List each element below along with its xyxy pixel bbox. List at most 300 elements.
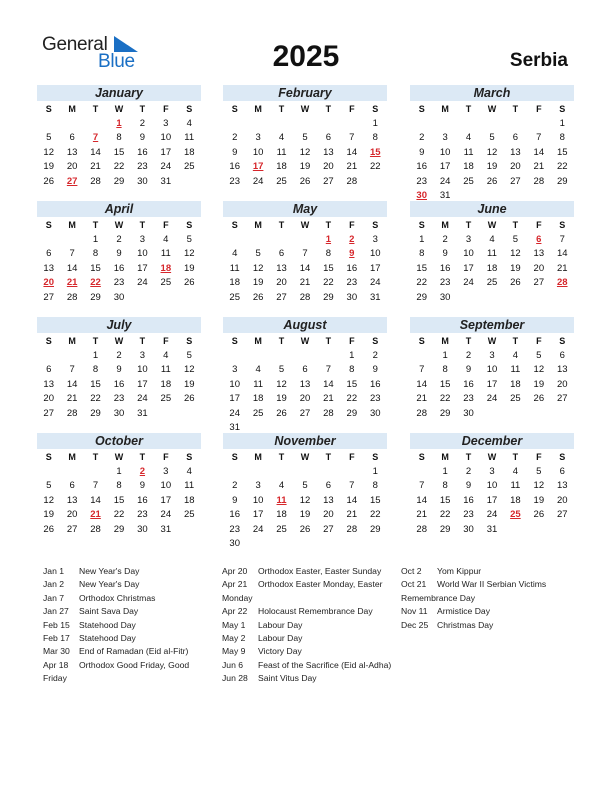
month-july: [37, 317, 201, 421]
date-cell: 21: [346, 509, 358, 520]
weekday-label: M: [254, 452, 262, 462]
holiday-date: Jun 6: [222, 659, 244, 670]
date-cell: 5: [46, 480, 52, 491]
date-cell: 9: [116, 248, 122, 259]
date-cell: 1: [372, 465, 378, 477]
date-cell: 15: [346, 378, 358, 390]
weekday-label: S: [231, 452, 238, 462]
date-cell: 18: [252, 393, 264, 404]
holiday-name: Orthodox Easter Monday, Easter Monday: [222, 579, 383, 603]
date-cell: 22: [323, 277, 334, 288]
date-cell: 15: [416, 262, 427, 274]
week-row: [223, 465, 387, 480]
date-cell: 7: [69, 248, 75, 259]
date-cell: 6: [46, 364, 52, 375]
date-cell: 13: [299, 378, 311, 390]
date-cell: 28: [533, 175, 545, 187]
holiday-date-cell: 11: [276, 494, 287, 506]
date-cell: 20: [556, 378, 568, 390]
date-cell: [178, 175, 201, 190]
date-cell: 19: [533, 378, 545, 390]
holiday-name: Yom Kippur: [437, 566, 482, 576]
date-cell: 12: [533, 480, 545, 491]
date-cell: 9: [232, 146, 238, 158]
date-cell: [480, 291, 503, 306]
date-cell: 10: [137, 364, 148, 375]
date-cell: 30: [229, 538, 240, 549]
date-cell: 6: [325, 132, 332, 143]
date-cell: [293, 117, 316, 132]
date-cell: [551, 523, 574, 538]
week-row: [37, 378, 201, 393]
week-row: [223, 276, 387, 291]
date-cell: 26: [299, 175, 311, 187]
date-cell: 21: [416, 393, 427, 404]
date-cell: 4: [278, 132, 285, 143]
date-cell: 7: [69, 364, 75, 375]
date-cell: 22: [439, 393, 451, 404]
date-cell: [154, 407, 177, 422]
date-cell: [364, 175, 387, 190]
date-cell: 29: [90, 291, 101, 303]
date-cell: [480, 407, 503, 422]
date-cell: 14: [66, 262, 78, 274]
date-cell: 8: [116, 480, 122, 491]
date-cell: 4: [232, 248, 238, 259]
date-cell: 15: [113, 146, 125, 158]
date-cell: 8: [419, 248, 425, 259]
date-cell: [504, 291, 527, 306]
holiday-date: May 9: [222, 646, 246, 657]
date-cell: 4: [163, 233, 169, 245]
month-march: [410, 85, 574, 204]
week-row: [410, 276, 574, 291]
date-cell: 10: [252, 146, 264, 158]
date-cell: 30: [463, 407, 474, 419]
holiday-date: Oct 2: [401, 566, 422, 576]
holiday-name: Saint Vitus Day: [258, 673, 317, 684]
weekday-label: F: [536, 452, 542, 462]
week-row: [223, 262, 387, 277]
date-cell: [317, 349, 340, 364]
date-cell: 19: [183, 262, 195, 274]
weekday-label: T: [278, 220, 285, 230]
date-cell: 2: [232, 132, 238, 143]
date-cell: 9: [232, 494, 238, 506]
date-cell: 27: [299, 407, 311, 419]
date-cell: 21: [323, 393, 334, 404]
date-cell: [270, 349, 293, 364]
date-cell: 23: [229, 523, 240, 535]
date-cell: 8: [325, 248, 332, 259]
date-cell: 20: [66, 509, 78, 520]
date-cell: 7: [559, 233, 565, 245]
weekday-label: F: [536, 220, 542, 230]
weekday-label: W: [300, 452, 310, 462]
date-cell: 17: [463, 262, 474, 274]
date-cell: 27: [66, 523, 78, 535]
week-row: [223, 131, 387, 146]
date-cell: 10: [486, 480, 498, 491]
date-cell: 10: [252, 494, 264, 506]
date-cell: 14: [556, 248, 568, 259]
date-cell: 26: [252, 291, 264, 303]
week-row: [37, 233, 201, 248]
date-cell: 31: [486, 523, 498, 535]
date-cell: 12: [43, 146, 54, 158]
weekday-label: S: [45, 452, 52, 462]
month-title: August: [223, 317, 387, 333]
date-cell: 30: [137, 523, 148, 535]
weekday-label: F: [163, 220, 169, 230]
date-cell: [223, 349, 246, 364]
date-cell: 27: [43, 407, 54, 419]
holiday-date: Feb 17: [43, 633, 70, 644]
date-cell: 10: [486, 364, 498, 375]
date-cell: 23: [229, 175, 240, 187]
week-row: [37, 247, 201, 262]
weekday-label: T: [465, 452, 472, 462]
date-cell: [131, 291, 154, 306]
month-january: [37, 85, 201, 189]
holiday-date: Nov 11: [401, 606, 428, 617]
month-title: February: [223, 85, 387, 101]
date-cell: 12: [510, 248, 521, 259]
month-november: [223, 433, 387, 552]
date-cell: 11: [463, 146, 474, 158]
date-cell: 20: [323, 161, 334, 172]
date-cell: 17: [369, 262, 381, 274]
date-cell: 6: [559, 465, 565, 477]
weekday-label: S: [418, 452, 425, 462]
date-cell: 9: [442, 248, 448, 259]
date-cell: 5: [489, 132, 495, 143]
date-cell: 1: [92, 349, 99, 361]
weekday-label: S: [559, 336, 566, 346]
weekday-label: T: [325, 452, 332, 462]
date-cell: [223, 465, 246, 480]
date-cell: 26: [299, 523, 311, 535]
week-row: [37, 349, 201, 364]
date-cell: 14: [90, 146, 101, 158]
week-row: [37, 117, 201, 132]
weekday-label: S: [186, 452, 193, 462]
calendar-country: Serbia: [509, 50, 568, 71]
date-cell: 21: [416, 509, 427, 520]
weekday-label: T: [325, 336, 332, 346]
date-cell: [527, 407, 550, 422]
weekday-header-row: [223, 334, 387, 349]
weekday-label: T: [139, 336, 146, 346]
weekday-label: T: [92, 104, 99, 114]
month-april: [37, 201, 201, 305]
date-cell: 15: [323, 262, 334, 274]
holiday-item: [401, 578, 571, 605]
date-cell: 6: [278, 248, 285, 259]
week-row: [223, 146, 387, 161]
holiday-name: Labour Day: [258, 619, 303, 630]
date-cell: 18: [276, 161, 287, 172]
date-cell: 5: [186, 233, 192, 245]
date-cell: 17: [160, 494, 172, 506]
date-cell: 28: [66, 407, 78, 419]
date-cell: 26: [43, 175, 54, 187]
calendar-year: 2025: [272, 40, 340, 73]
date-cell: 16: [229, 161, 240, 172]
weekday-label: M: [441, 220, 449, 230]
weekday-label: M: [441, 336, 449, 346]
date-cell: 14: [299, 262, 311, 274]
date-cell: 15: [90, 262, 101, 274]
date-cell: 13: [66, 146, 78, 158]
date-cell: 8: [559, 132, 565, 143]
date-cell: 19: [43, 161, 54, 172]
date-cell: 14: [323, 378, 334, 390]
week-row: [410, 175, 574, 190]
date-cell: 10: [369, 248, 381, 259]
date-cell: [60, 233, 83, 248]
holiday-column: [222, 565, 392, 686]
date-cell: 29: [113, 523, 125, 535]
date-cell: 28: [66, 291, 78, 303]
date-cell: [246, 465, 269, 480]
date-cell: [293, 465, 316, 480]
weekday-label: F: [349, 220, 355, 230]
holiday-item: [401, 565, 571, 578]
date-cell: 21: [346, 161, 358, 172]
date-cell: 18: [183, 494, 195, 506]
date-cell: 12: [43, 494, 54, 506]
date-cell: 16: [137, 146, 148, 158]
date-cell: 22: [439, 509, 451, 520]
holiday-name: World War II Serbian Victims Remembrance Day: [401, 579, 547, 603]
weekday-label: S: [372, 220, 379, 230]
date-cell: 29: [323, 291, 334, 303]
weekday-label: S: [45, 104, 52, 114]
date-cell: 9: [139, 132, 146, 143]
date-cell: 28: [346, 523, 358, 535]
date-cell: 18: [486, 262, 498, 274]
date-cell: 25: [229, 291, 240, 303]
holiday-name: Statehood Day: [79, 619, 136, 630]
date-cell: 19: [486, 161, 498, 172]
date-cell: [270, 233, 293, 248]
date-cell: 27: [556, 393, 568, 404]
week-row: [410, 407, 574, 422]
week-row: [223, 537, 387, 552]
holiday-item: [43, 645, 198, 658]
date-cell: 26: [486, 175, 498, 187]
date-cell: 10: [229, 378, 240, 390]
month-title: January: [37, 85, 201, 101]
date-cell: 8: [116, 132, 122, 143]
holiday-item: [401, 605, 571, 618]
date-cell: [504, 407, 527, 422]
date-cell: 27: [43, 291, 54, 303]
date-cell: 1: [372, 117, 378, 129]
date-cell: 12: [276, 378, 287, 390]
holiday-name: New Year's Day: [79, 566, 140, 576]
date-cell: [340, 537, 363, 552]
date-cell: [178, 291, 201, 306]
date-cell: 5: [255, 248, 261, 259]
date-cell: 17: [486, 378, 498, 390]
date-cell: 4: [489, 233, 495, 245]
date-cell: 11: [229, 262, 240, 274]
holiday-date: Jan 2: [43, 579, 65, 590]
date-cell: 1: [442, 349, 448, 361]
weekday-label: F: [163, 336, 169, 346]
holiday-date: Jan 1: [43, 566, 65, 576]
weekday-label: M: [254, 220, 262, 230]
date-cell: 1: [419, 233, 425, 245]
week-row: [223, 247, 387, 262]
date-cell: 4: [255, 364, 261, 375]
date-cell: 26: [276, 407, 287, 419]
date-cell: 15: [90, 378, 101, 390]
date-cell: [270, 537, 293, 552]
date-cell: 9: [419, 146, 425, 158]
date-cell: 17: [486, 494, 498, 506]
date-cell: 16: [346, 262, 358, 274]
date-cell: 28: [346, 175, 358, 187]
date-cell: 19: [183, 378, 195, 390]
date-cell: 30: [369, 407, 381, 419]
weekday-label: M: [68, 104, 76, 114]
date-cell: 13: [43, 262, 54, 274]
week-row: [410, 465, 574, 480]
holiday-date-cell: 7: [92, 132, 99, 143]
week-row: [410, 146, 574, 161]
date-cell: 23: [113, 277, 125, 288]
date-cell: 1: [116, 465, 122, 477]
date-cell: 22: [369, 161, 381, 172]
date-cell: 27: [323, 523, 334, 535]
date-cell: 30: [463, 523, 474, 535]
holiday-name: Christmas Day: [437, 619, 494, 630]
holiday-item: [43, 659, 198, 686]
weekday-label: W: [487, 104, 497, 114]
date-cell: 15: [113, 494, 125, 506]
date-cell: 17: [137, 262, 148, 274]
date-cell: [527, 291, 550, 306]
weekday-label: T: [278, 452, 285, 462]
date-cell: 27: [276, 291, 287, 303]
month-title: July: [37, 317, 201, 333]
week-row: [410, 233, 574, 248]
date-cell: 17: [137, 378, 148, 390]
date-cell: 1: [559, 117, 565, 129]
weekday-label: T: [92, 220, 99, 230]
date-cell: 21: [533, 161, 545, 172]
date-cell: 27: [556, 509, 568, 520]
date-cell: [340, 465, 363, 480]
date-cell: 28: [90, 523, 101, 535]
holiday-date-cell: 25: [510, 509, 521, 520]
holiday-name: Armistice Day: [437, 606, 491, 617]
weekday-label: S: [372, 104, 379, 114]
date-cell: 5: [186, 349, 192, 361]
date-cell: [60, 465, 83, 480]
date-cell: 24: [463, 277, 474, 288]
weekday-header-row: [223, 218, 387, 233]
month-october: [37, 433, 201, 537]
holiday-column: [401, 565, 571, 632]
date-cell: 8: [92, 248, 99, 259]
week-row: [410, 363, 574, 378]
week-row: [410, 508, 574, 523]
date-cell: 14: [533, 146, 545, 158]
holiday-item: [222, 645, 392, 658]
date-cell: 24: [439, 175, 451, 187]
holiday-item: [222, 605, 392, 618]
holiday-name: Labour Day: [258, 633, 303, 644]
date-cell: 14: [90, 494, 101, 506]
week-row: [410, 131, 574, 146]
date-cell: 24: [486, 509, 498, 520]
date-cell: 13: [533, 248, 545, 259]
date-cell: [340, 117, 363, 132]
date-cell: 29: [439, 407, 451, 419]
holiday-item: [43, 565, 198, 578]
date-cell: [410, 465, 433, 480]
date-cell: 2: [116, 349, 122, 361]
weekday-label: W: [114, 104, 124, 114]
holiday-date: Apr 22: [222, 606, 248, 617]
date-cell: 7: [419, 480, 425, 491]
date-cell: 27: [510, 175, 521, 187]
month-may: [223, 201, 387, 305]
date-cell: [364, 537, 387, 552]
date-cell: 12: [533, 364, 545, 375]
date-cell: 22: [113, 509, 125, 520]
date-cell: 25: [160, 277, 172, 288]
date-cell: [551, 407, 574, 422]
weekday-label: W: [487, 336, 497, 346]
date-cell: 23: [137, 161, 148, 172]
month-title: September: [410, 317, 574, 333]
date-cell: [246, 537, 269, 552]
week-row: [223, 508, 387, 523]
holiday-name: End of Ramadan (Eid al-Fitr): [79, 646, 189, 657]
date-cell: 23: [369, 393, 381, 404]
date-cell: 28: [90, 175, 101, 187]
holiday-date-cell: 15: [369, 146, 381, 158]
date-cell: 12: [299, 494, 311, 506]
date-cell: 5: [302, 480, 308, 491]
weekday-label: M: [68, 336, 76, 346]
week-row: [37, 276, 201, 291]
date-cell: 25: [252, 407, 264, 419]
date-cell: 27: [323, 175, 334, 187]
date-cell: 4: [465, 132, 472, 143]
date-cell: [60, 117, 83, 132]
weekday-label: F: [163, 104, 169, 114]
weekday-label: M: [68, 220, 76, 230]
date-cell: 26: [183, 277, 195, 288]
weekday-label: T: [512, 452, 519, 462]
weekday-label: W: [114, 336, 124, 346]
week-row: [223, 291, 387, 306]
week-row: [410, 392, 574, 407]
date-cell: 25: [183, 509, 195, 520]
date-cell: 16: [369, 378, 381, 390]
date-cell: 25: [183, 161, 195, 172]
date-cell: 10: [160, 132, 172, 143]
date-cell: 12: [183, 248, 195, 259]
date-cell: 10: [463, 248, 474, 259]
weekday-header-row: [410, 334, 574, 349]
